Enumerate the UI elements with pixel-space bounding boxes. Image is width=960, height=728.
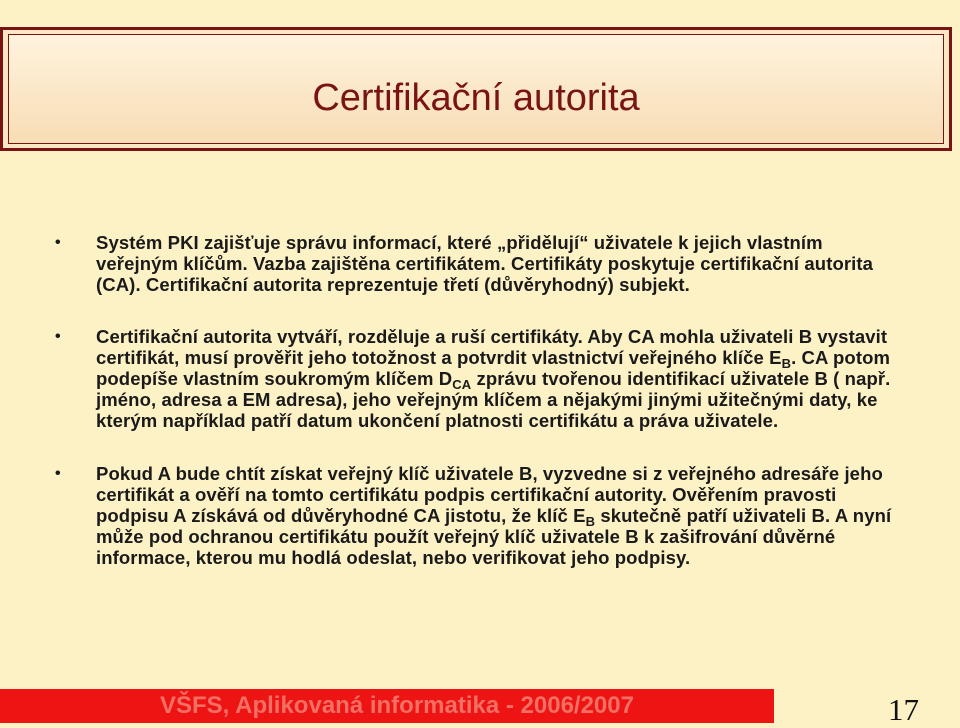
bullet-text: Systém PKI zajišťuje správu informací, které „přidělují“ uživatele k jejich vlastním veřejným klíčům. Vazba zajištěna certifikátem. Certifikáty poskytuje certifikační autorita (CA). Certifikační autorita reprezentuje třetí (důvěryhodný) subjekt. bbox=[96, 232, 874, 296]
bullet-item-1 bbox=[55, 232, 905, 296]
slide-title: Certifikační autorita bbox=[312, 77, 640, 119]
page-number: 17 bbox=[888, 692, 919, 727]
subscript: B bbox=[585, 514, 596, 530]
bullet-marker: • bbox=[55, 464, 61, 482]
footer-text: VŠFS, Aplikovaná informatika - 2006/2007 bbox=[160, 692, 634, 719]
bullet-text-part: Certifikační autorita vytváří, rozděluje a ruší certifikáty. Aby CA mohla uživateli B vystavit certifikát, musí prověřit jeho totožnost a potvrdit vlastnictví veřejného klíče E bbox=[96, 325, 888, 368]
bullet-text-part: zprávu tvořenou identifikací uživatele B ( např. jméno, adresa a EM adresa), jeho veřejným klíčem a nějakými jinými užitečnými daty, ke kterým například patří datum ukončení platnosti certifikátu a práva uživatele. bbox=[96, 368, 891, 432]
bullet-item-2 bbox=[55, 326, 905, 432]
bullet-marker: • bbox=[55, 327, 61, 345]
subscript: CA bbox=[452, 377, 472, 393]
slide-content bbox=[55, 232, 905, 569]
subscript: B bbox=[781, 355, 792, 371]
bullet-marker: • bbox=[55, 234, 61, 251]
bullet-item-3 bbox=[55, 463, 905, 569]
title-frame bbox=[0, 27, 952, 151]
bullet-text-part: skutečně patří uživateli B. A nyní může pod ochranou certifikátu použít veřejný klíč uživatele B k zašifrování důvěrné informace, kterou mu hodlá odeslat, nebo verifikovat jeho podpisy. bbox=[96, 505, 892, 569]
bullet-text-part: Pokud A bude chtít získat veřejný klíč uživatele B, vyzvedne si z veřejného adresáře jeho certifikát a ověří na tomto certifikátu podpis certifikační autority. Ověřením pravosti podpisu A získává od důvěryhodné CA jistotu, že klíč E bbox=[96, 462, 883, 527]
bullet-text-part: . CA potom podepíše vlastním soukromým klíčem D bbox=[96, 346, 891, 390]
title-box bbox=[8, 34, 944, 144]
